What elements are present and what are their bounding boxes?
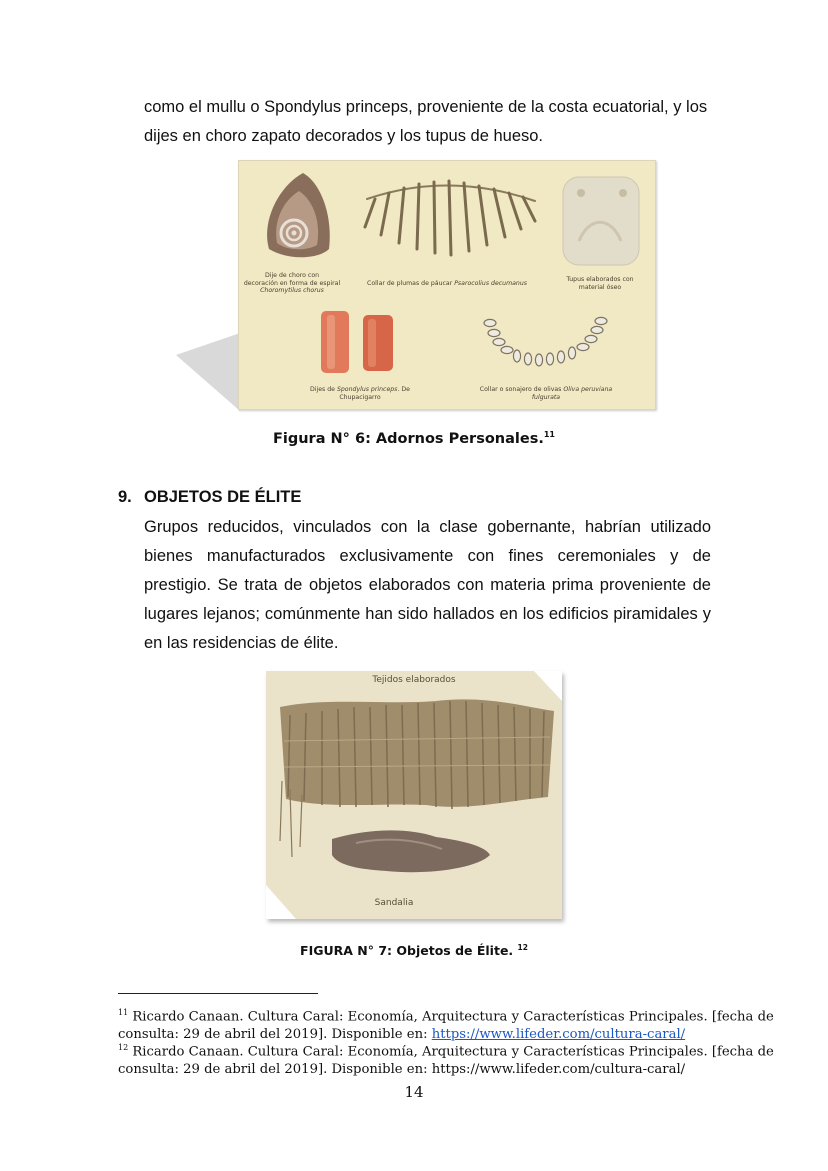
figure-6-caption: Figura N° 6: Adornos Personales.$^{11}$ <box>272 430 555 447</box>
section-9-heading <box>118 488 518 507</box>
section-9-line-2: bienes manufacturados exclusivamente con fines ceremoniales y de <box>144 547 711 565</box>
figure-7-image <box>266 671 562 919</box>
page-number: 14 <box>404 1083 424 1101</box>
label-collar-plumas: Collar de plumas de páucar Psarocolius decumanus <box>367 280 527 287</box>
figure-7-caption: FIGURA N° 7: Objetos de Élite. $^{12}$ <box>300 943 528 959</box>
spondylus-beads-icon <box>321 311 393 373</box>
sandal-icon <box>332 830 490 872</box>
bone-tupu-icon <box>563 177 639 265</box>
intro-line-1: como el mullu o Spondylus princeps, proveniente de la costa ecuatorial, y los <box>144 98 708 116</box>
label-sonajero: Collar o sonajero de olivas Oliva peruviana fulgurata <box>479 386 613 401</box>
label-dijes: Dijes de Spondylus princeps. De Chupacigarro <box>310 386 410 401</box>
section-9-line-1: Grupos reducidos, vinculados con la clase gobernante, habrían utilizado <box>144 518 711 536</box>
section-9-line-3: prestigio. Se trata de objetos elaborados con materia prima proveniente de <box>144 576 711 594</box>
intro-line-2: dijes en choro zapato decorados y los tupus de hueso. <box>144 127 544 145</box>
section-9-line-4: lugares lejanos; comúnmente han sido hallados en los edificios piramidales y <box>144 605 711 623</box>
feather-collar-icon <box>365 181 535 255</box>
section-number: 9. <box>118 488 132 506</box>
section-9-paragraph <box>144 513 711 658</box>
footnote-11: $^{11}$ Ricardo Canaan. Cultura Caral: Economía, Arquitectura y Características Principales. [fecha de consulta: 29 de abril del 2019]. Disponible en: https://www.lifeder.com/cultura-caral/ <box>118 1008 774 1042</box>
olive-necklace-icon <box>484 317 607 366</box>
footnote-11-link[interactable]: https://www.lifeder.com/cultura-caral/ <box>431 1026 686 1042</box>
label-choro: Dije de choro con decoración en forma de espiral Choromytilus chorus <box>243 272 341 294</box>
figure-7-label-top: Tejidos elaborados <box>372 675 456 685</box>
shell-pendant-icon <box>267 173 330 257</box>
footnote-12: $^{12}$ Ricardo Canaan. Cultura Caral: Economía, Arquitectura y Características Principales. [fecha de consulta: 29 de abril del 2019]. Disponible en: https://www.lifeder.com/cultura-caral/ <box>118 1043 774 1077</box>
figure-7-illustration <box>266 671 562 919</box>
figure-7-label-bottom: Sandalia <box>374 898 414 908</box>
section-9-line-5: en las residencias de élite. <box>144 634 339 652</box>
figure-6-image <box>238 160 656 410</box>
intro-paragraph <box>144 93 710 151</box>
label-tupus: Tupus elaborados con material óseo <box>566 276 634 291</box>
footnote-separator <box>118 993 318 994</box>
section-title: OBJETOS DE ÉLITE <box>144 488 302 506</box>
